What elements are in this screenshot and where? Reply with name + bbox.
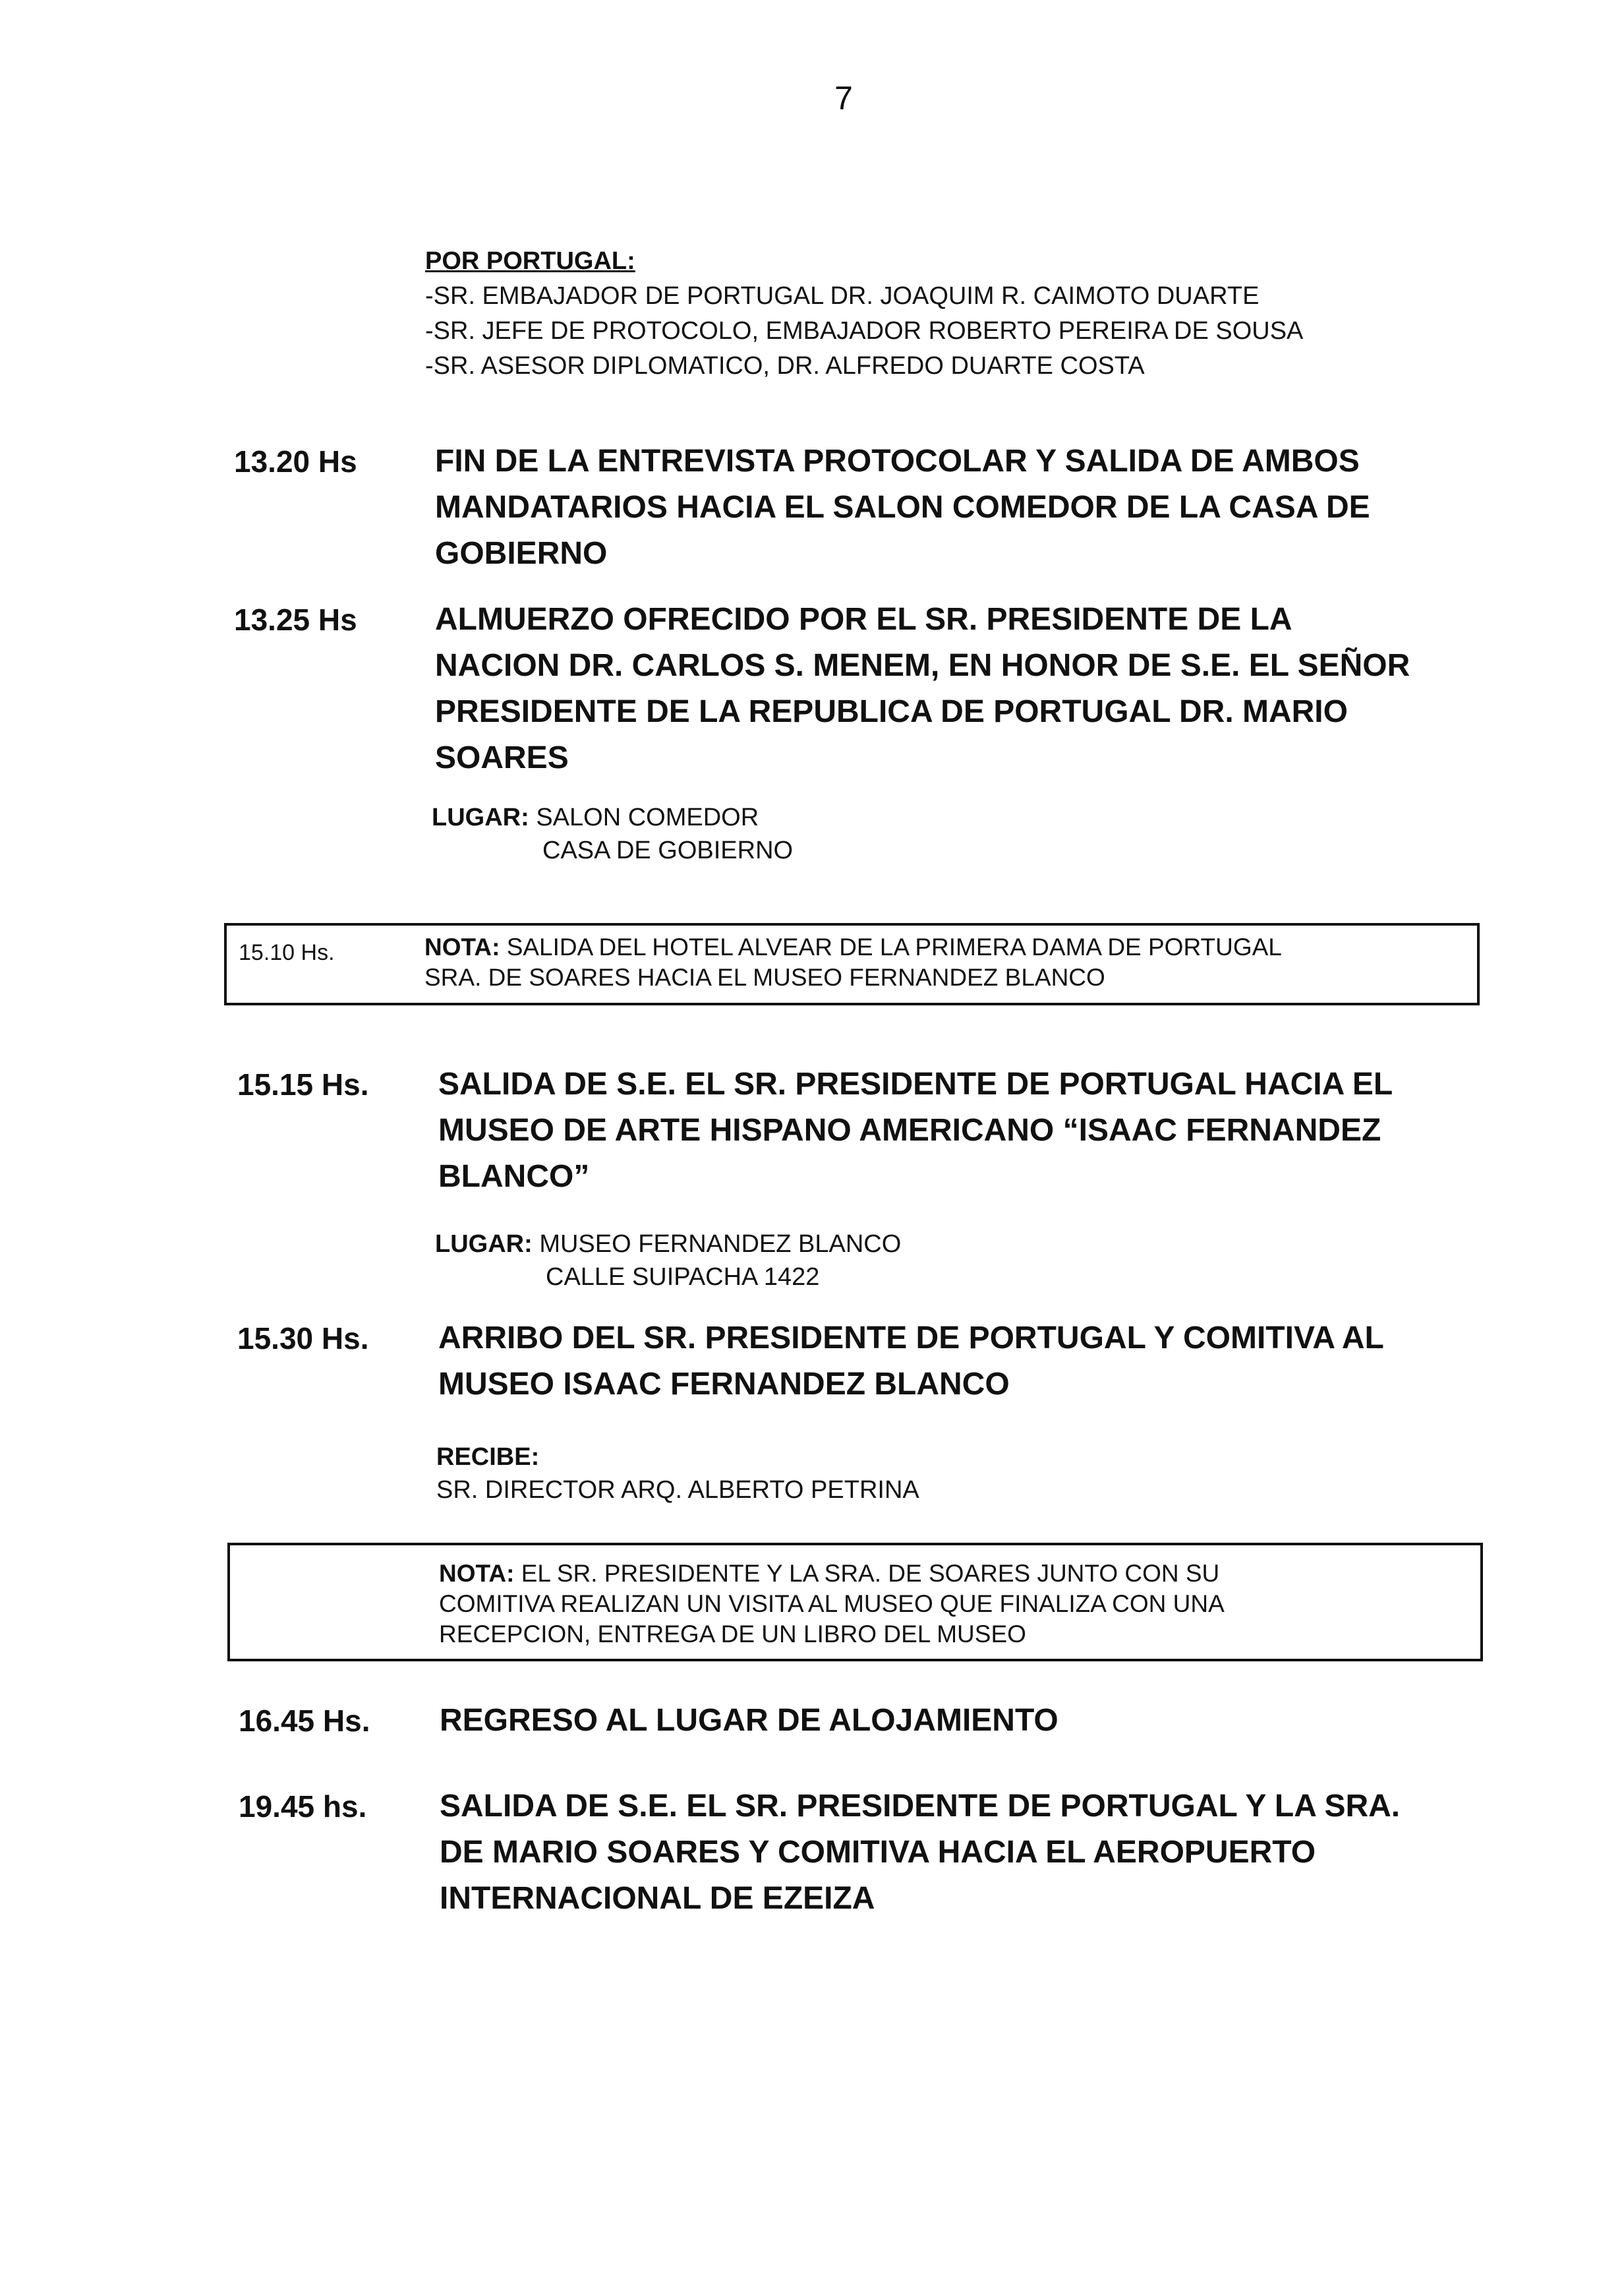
note-box-1510 [224,923,1480,1005]
entry-time: 19.45 hs. [239,1789,367,1824]
lugar-museo [435,1228,901,1293]
delegation-member: -SR. EMBAJADOR DE PORTUGAL DR. JOAQUIM R. CAIMOTO DUARTE [425,282,1260,310]
entry-line: ALMUERZO OFRECIDO POR EL SR. PRESIDENTE DE LA [435,602,1292,637]
schedule-entry-1645 [239,1698,1058,1744]
lugar-line: CALLE SUIPACHA 1422 [546,1263,820,1291]
entry-time: 13.20 Hs [234,444,357,479]
note-box-museo [227,1543,1483,1661]
entry-time: 16.45 Hs. [239,1704,370,1738]
entry-description [440,1783,1400,1922]
note-line: SALIDA DEL HOTEL ALVEAR DE LA PRIMERA DAMA DE PORTUGAL [506,934,1282,961]
schedule-entry-1530 [237,1315,1384,1408]
note-line: EL SR. PRESIDENTE Y LA SRA. DE SOARES JUNTO CON SU [521,1560,1220,1587]
entry-description [435,438,1370,577]
lugar-label: LUGAR: [435,1230,533,1258]
lugar-almuerzo [432,801,793,867]
entry-description [440,1698,1058,1744]
lugar-line: MUSEO FERNANDEZ BLANCO [539,1230,902,1258]
entry-line: BLANCO” [438,1159,590,1194]
page-number: 7 [834,80,853,117]
entry-line: MANDATARIOS HACIA EL SALON COMEDOR DE LA CASA DE [435,490,1370,525]
entry-line: DE MARIO SOARES Y COMITIVA HACIA EL AEROPUERTO [440,1835,1316,1870]
schedule-entry-1325 [234,597,1410,781]
recibe-label: RECIBE: [436,1443,540,1471]
delegation-member: -SR. JEFE DE PROTOCOLO, EMBAJADOR ROBERTO PEREIRA DE SOUSA [425,317,1304,345]
lugar-line: CASA DE GOBIERNO [542,837,794,864]
schedule-entry-1515 [237,1061,1393,1200]
entry-description [435,597,1410,781]
note-spacer [230,1545,439,1659]
entry-description [438,1315,1384,1408]
lugar-line: SALON COMEDOR [536,804,759,831]
lugar-label: LUGAR: [432,804,529,831]
note-line: RECEPCION, ENTREGA DE UN LIBRO DEL MUSEO [439,1620,1026,1648]
entry-line: FIN DE LA ENTREVISTA PROTOCOLAR Y SALIDA DE AMBOS [435,444,1360,479]
entry-time: 13.25 Hs [234,603,357,637]
entry-line: GOBIERNO [435,536,608,571]
delegation-member: -SR. ASESOR DIPLOMATICO, DR. ALFREDO DUARTE COSTA [425,352,1145,380]
entry-time: 15.30 Hs. [237,1321,369,1355]
entry-line: SALIDA DE S.E. EL SR. PRESIDENTE DE PORTUGAL HACIA EL [438,1067,1393,1102]
recibe-line: SR. DIRECTOR ARQ. ALBERTO PETRINA [436,1476,919,1504]
recibe-block [436,1441,919,1506]
entry-time: 15.15 Hs. [237,1067,369,1102]
delegation-heading: POR PORTUGAL: [425,247,635,275]
note-text [424,926,1282,1003]
entry-line: NACION DR. CARLOS S. MENEM, EN HONOR DE S.E. EL SEÑOR [435,648,1410,683]
note-line: SRA. DE SOARES HACIA EL MUSEO FERNANDEZ BLANCO [424,964,1105,991]
portugal-delegation [425,244,1303,384]
note-text [439,1545,1225,1659]
entry-line: SALIDA DE S.E. EL SR. PRESIDENTE DE PORTUGAL Y LA SRA. [440,1789,1401,1824]
note-label: NOTA: [439,1560,515,1587]
entry-line: PRESIDENTE DE LA REPUBLICA DE PORTUGAL DR. MARIO [435,694,1348,729]
entry-line: MUSEO ISAAC FERNANDEZ BLANCO [438,1367,1010,1402]
entry-line: ARRIBO DEL SR. PRESIDENTE DE PORTUGAL Y COMITIVA AL [438,1321,1384,1355]
entry-line: SOARES [435,740,569,775]
entry-line: REGRESO AL LUGAR DE ALOJAMIENTO [440,1703,1058,1738]
note-label: NOTA: [424,934,500,961]
note-line: COMITIVA REALIZAN UN VISITA AL MUSEO QUE FINALIZA CON UNA [439,1590,1225,1617]
entry-line: INTERNACIONAL DE EZEIZA [440,1881,875,1916]
schedule-entry-1320 [234,438,1370,577]
note-time: 15.10 Hs. [239,940,335,965]
schedule-entry-1945 [239,1783,1400,1922]
entry-description [438,1061,1393,1200]
entry-line: MUSEO DE ARTE HISPANO AMERICANO “ISAAC FERNANDEZ [438,1113,1381,1148]
